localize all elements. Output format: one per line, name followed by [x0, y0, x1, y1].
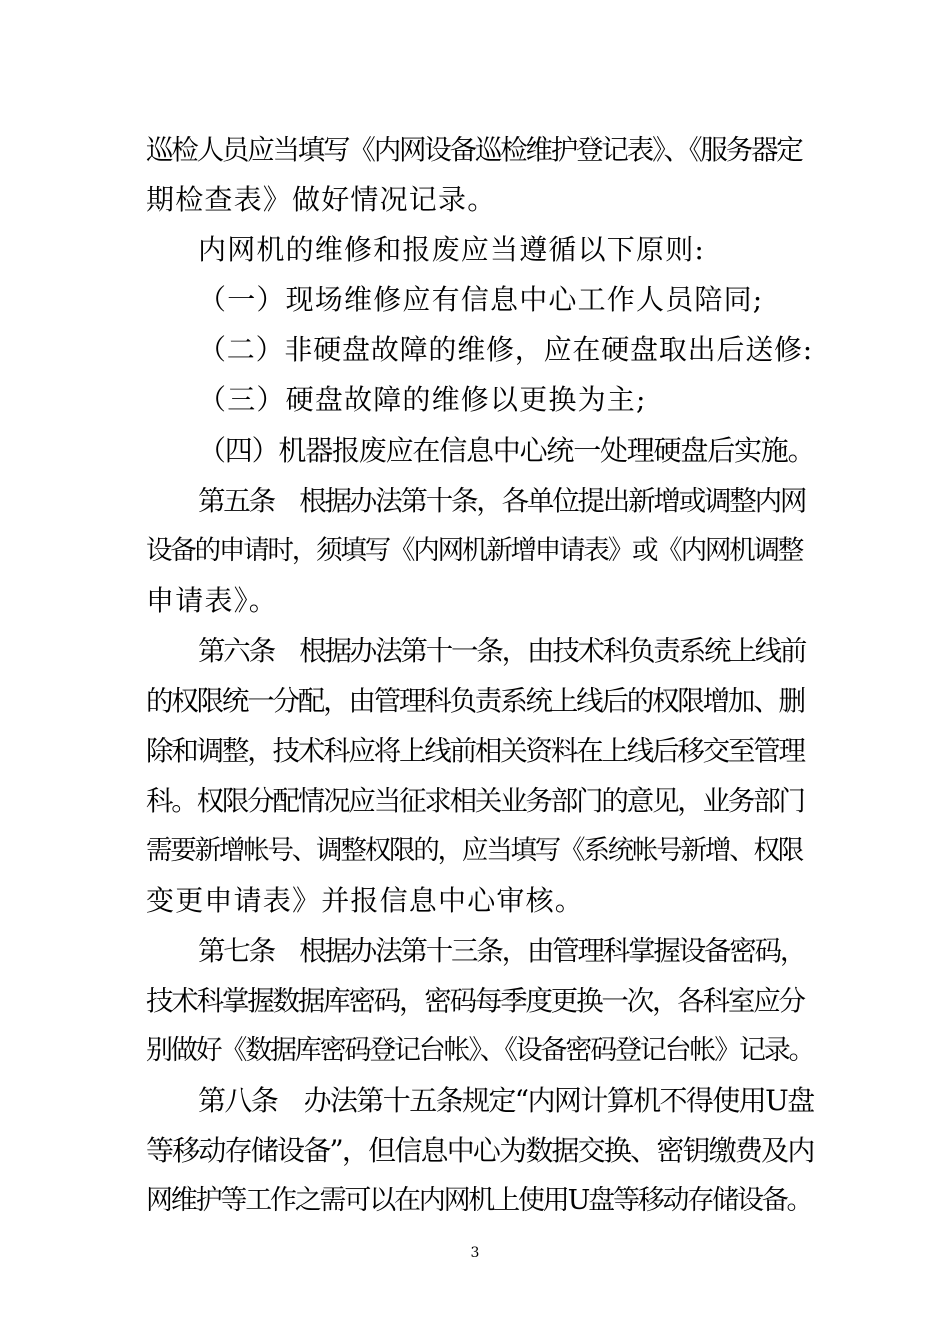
article-5-line: 第五条 根据办法第十条，各单位提出新增或调整内网 — [198, 485, 806, 517]
page-number: 3 — [470, 1245, 480, 1261]
text-line: 申请表》。 — [146, 584, 279, 617]
text-line: 需要新增帐号、调整权限的，应当填写《系统帐号新增、权限 — [146, 835, 803, 866]
text-line: 的权限统一分配，由管理科负责系统上线后的权限增加、删 — [146, 685, 804, 717]
text-line: 期检查表》做好情况记录。 — [146, 183, 497, 216]
list-item: （一）现场维修应有信息中心工作人员陪同; — [198, 283, 764, 316]
list-item: （四）机器报废应在信息中心统一处理硬盘后实施。 — [198, 434, 815, 467]
text-line: 别做好《数据库密码登记台帐》、《设备密码登记台帐》记录。 — [146, 1035, 814, 1066]
text-line: 技术科掌握数据库密码，密码每季度更换一次，各科室应分 — [146, 985, 804, 1017]
article-7-line: 第七条 根据办法第十三条，由管理科掌握设备密码， — [198, 935, 806, 967]
text-line: 内网机的维修和报废应当遵循以下原则: — [198, 233, 706, 266]
text-line: 变更申请表》并报信息中心审核。 — [146, 884, 585, 917]
text-line: 设备的申请时，须填写《内网机新增申请表》或《内网机调整 — [146, 535, 803, 566]
text-line: 科。权限分配情况应当征求相关业务部门的意见，业务部门 — [146, 785, 804, 817]
text-line: 除和调整，技术科应将上线前相关资料在上线后移交至管理 — [146, 735, 804, 767]
text-line: 等移动存储设备”，但信息中心为数据交换、密钥缴费及内 — [146, 1134, 814, 1167]
article-6-line: 第六条 根据办法第十一条，由技术科负责系统上线前 — [198, 635, 806, 667]
list-item: （三）硬盘故障的维修以更换为主; — [198, 383, 647, 416]
list-item: （二）非硬盘故障的维修，应在硬盘取出后送修: — [198, 333, 814, 366]
text-line: 网维护等工作之需可以在内网机上使用U盘等移动存储设备。 — [146, 1185, 812, 1216]
text-line: 巡检人员应当填写《内网设备巡检维护登记表》、《服务器定 — [146, 134, 802, 166]
article-8-line: 第八条 办法第十五条规定“内网计算机不得使用U盘 — [198, 1084, 814, 1117]
